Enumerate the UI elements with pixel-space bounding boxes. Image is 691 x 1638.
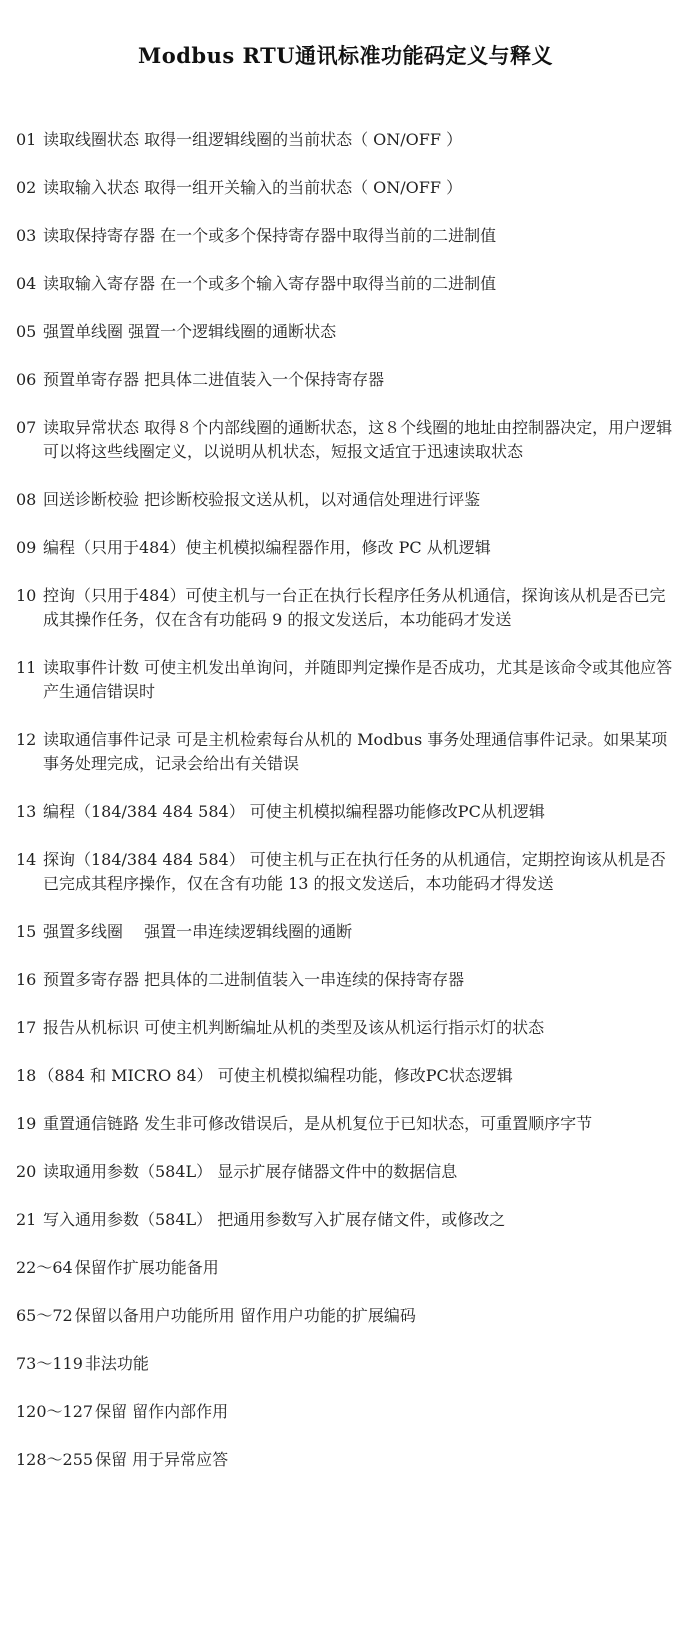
function-code: 73～119 xyxy=(16,1354,83,1373)
list-item xyxy=(16,128,676,152)
function-code: 14 xyxy=(16,850,37,869)
function-description: 非法功能 xyxy=(84,1354,149,1373)
function-code: 09 xyxy=(16,538,37,557)
function-description: 保留以备用户功能所用 留作用户功能的扩展编码 xyxy=(74,1306,416,1325)
function-code: 18 xyxy=(16,1066,37,1085)
list-item xyxy=(16,968,676,992)
list-item xyxy=(16,416,676,464)
function-code: 128～255 xyxy=(16,1450,94,1469)
function-code: 65～72 xyxy=(16,1306,73,1325)
list-item xyxy=(16,920,676,944)
function-code: 13 xyxy=(16,802,37,821)
function-description: 编程（只用于484）使主机模拟编程器作用，修改 PC 从机逻辑 xyxy=(43,538,491,557)
function-description: 强置单线圈 强置一个逻辑线圈的通断状态 xyxy=(43,322,337,341)
function-code: 07 xyxy=(16,418,37,437)
function-description: 读取线圈状态 取得一组逻辑线圈的当前状态（ ON/OFF ） xyxy=(43,130,463,149)
function-code: 06 xyxy=(16,370,37,389)
list-item xyxy=(16,1304,676,1328)
function-description: 保留 留作内部作用 xyxy=(95,1402,229,1421)
function-code: 11 xyxy=(16,658,37,677)
function-code: 17 xyxy=(16,1018,37,1037)
function-code-list xyxy=(16,128,676,1496)
function-description: 保留作扩展功能备用 xyxy=(74,1258,219,1277)
list-item xyxy=(16,1160,676,1184)
function-code: 15 xyxy=(16,922,37,941)
function-description: 报告从机标识 可使主机判断编址从机的类型及该从机运行指示灯的状态 xyxy=(43,1018,545,1037)
list-item xyxy=(16,488,676,512)
function-description: 探询（184/384 484 584） 可使主机与正在执行任务的从机通信，定期控询该从机是否已完成其程序操作，仅在含有功能 13 的报文发送后，本功能码才得发送 xyxy=(43,850,666,893)
function-code: 20 xyxy=(16,1162,37,1181)
function-description: 读取输入状态 取得一组开关输入的当前状态（ ON/OFF ） xyxy=(43,178,463,197)
list-item xyxy=(16,272,676,296)
function-description: （884 和 MICRO 84） 可使主机模拟编程功能，修改PC状态逻辑 xyxy=(38,1066,513,1085)
list-item xyxy=(16,1016,676,1040)
list-item xyxy=(16,1352,676,1376)
list-item xyxy=(16,728,676,776)
function-description: 读取输入寄存器 在一个或多个输入寄存器中取得当前的二进制值 xyxy=(43,274,497,293)
function-description: 写入通用参数（584L） 把通用参数写入扩展存储文件，或修改之 xyxy=(43,1210,506,1229)
list-item xyxy=(16,1112,676,1136)
list-item xyxy=(16,224,676,248)
list-item xyxy=(16,1064,676,1088)
function-description: 读取异常状态 取得８个内部线圈的通断状态，这８个线圈的地址由控制器决定，用户逻辑可以将这些线圈定义，以说明从机状态，短报文适宜于迅速读取状态 xyxy=(43,418,673,461)
function-code: 120～127 xyxy=(16,1402,94,1421)
function-code: 03 xyxy=(16,226,37,245)
list-item xyxy=(16,1448,676,1472)
function-description: 读取保持寄存器 在一个或多个保持寄存器中取得当前的二进制值 xyxy=(43,226,497,245)
list-item xyxy=(16,536,676,560)
list-item xyxy=(16,656,676,704)
list-item xyxy=(16,368,676,392)
function-description: 编程（184/384 484 584） 可使主机模拟编程器功能修改PC从机逻辑 xyxy=(43,802,545,821)
function-description: 保留 用于异常应答 xyxy=(95,1450,229,1469)
function-code: 01 xyxy=(16,130,37,149)
function-code: 05 xyxy=(16,322,37,341)
list-item xyxy=(16,800,676,824)
function-description: 回送诊断校验 把诊断校验报文送从机，以对通信处理进行评鉴 xyxy=(43,490,481,509)
function-code: 04 xyxy=(16,274,37,293)
function-description: 读取事件计数 可使主机发出单询问，并随即判定操作是否成功，尤其是该命令或其他应答产生通信错误时 xyxy=(43,658,673,701)
list-item xyxy=(16,1208,676,1232)
function-code: 02 xyxy=(16,178,37,197)
list-item xyxy=(16,1400,676,1424)
function-code: 10 xyxy=(16,586,37,605)
function-code: 08 xyxy=(16,490,37,509)
function-code: 16 xyxy=(16,970,37,989)
list-item xyxy=(16,584,676,632)
function-description: 预置单寄存器 把具体二进值装入一个保持寄存器 xyxy=(43,370,385,389)
function-description: 预置多寄存器 把具体的二进制值装入一串连续的保持寄存器 xyxy=(43,970,465,989)
function-code: 21 xyxy=(16,1210,37,1229)
function-code: 22～64 xyxy=(16,1258,73,1277)
list-item xyxy=(16,320,676,344)
function-description: 重置通信链路 发生非可修改错误后，是从机复位于已知状态，可重置顺序字节 xyxy=(43,1114,593,1133)
function-description: 控询（只用于484）可使主机与一台正在执行长程序任务从机通信，探询该从机是否已完成其操作任务，仅在含有功能码 9 的报文发送后，本功能码才发送 xyxy=(43,586,666,629)
function-description: 读取通用参数（584L） 显示扩展存储器文件中的数据信息 xyxy=(43,1162,458,1181)
page-title: Modbus RTU通讯标准功能码定义与释义 xyxy=(137,43,554,68)
function-description: 强置多线圈 强置一串连续逻辑线圈的通断 xyxy=(43,922,353,941)
list-item xyxy=(16,176,676,200)
function-description: 读取通信事件记录 可是主机检索每台从机的 Modbus 事务处理通信事件记录。如果某项事务处理完成，记录会给出有关错误 xyxy=(43,730,668,773)
function-code: 19 xyxy=(16,1114,37,1133)
list-item xyxy=(16,848,676,896)
list-item xyxy=(16,1256,676,1280)
function-code: 12 xyxy=(16,730,37,749)
